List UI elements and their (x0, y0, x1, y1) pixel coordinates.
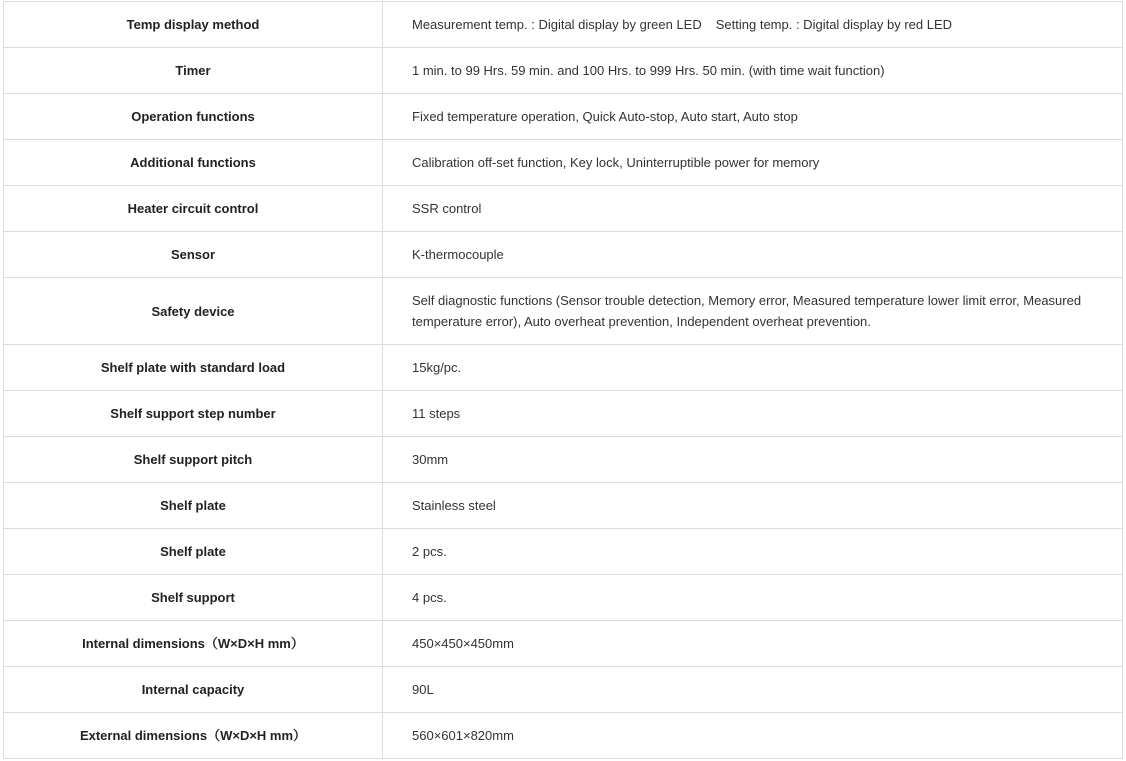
spec-label-additional-functions: Additional functions (4, 140, 383, 186)
table-row (4, 94, 1123, 140)
spec-label-internal-dimensions: Internal dimensions（W×D×H mm） (4, 621, 383, 667)
spec-value-setting-temp: Setting temp. : Digital display by red LED (715, 17, 953, 32)
table-row (4, 345, 1123, 391)
specification-table (3, 1, 1123, 759)
spec-label-shelf-plate-material: Shelf plate (4, 483, 383, 529)
spec-value-shelf-support-step-number: 11 steps (383, 391, 1123, 437)
table-row (4, 667, 1123, 713)
table-row (4, 713, 1123, 759)
spec-value-external-dimensions: 560×601×820mm (383, 713, 1123, 759)
spec-label-shelf-support-pitch: Shelf support pitch (4, 437, 383, 483)
spec-value-measurement-temp: Measurement temp. : Digital display by green LED (412, 17, 702, 32)
spec-value-safety-device: Self diagnostic functions (Sensor trouble detection, Memory error, Measured temperature lower limit error, Measured temperature error), Auto overheat prevention, Independent overheat prevention. (383, 278, 1123, 345)
spec-value-internal-capacity: 90L (383, 667, 1123, 713)
spec-value-heater-circuit-control: SSR control (383, 186, 1123, 232)
spec-value-shelf-support: 4 pcs. (383, 575, 1123, 621)
spec-label-shelf-plate-standard-load: Shelf plate with standard load (4, 345, 383, 391)
spec-value-internal-dimensions: 450×450×450mm (383, 621, 1123, 667)
spec-label-shelf-support-step-number: Shelf support step number (4, 391, 383, 437)
spec-value-operation-functions: Fixed temperature operation, Quick Auto-stop, Auto start, Auto stop (383, 94, 1123, 140)
table-row (4, 232, 1123, 278)
spec-value-temp-display-method (383, 2, 1123, 48)
spec-label-internal-capacity: Internal capacity (4, 667, 383, 713)
spec-label-safety-device: Safety device (4, 278, 383, 345)
table-row (4, 621, 1123, 667)
spec-value-shelf-plate-standard-load: 15kg/pc. (383, 345, 1123, 391)
spec-label-sensor: Sensor (4, 232, 383, 278)
table-row (4, 48, 1123, 94)
table-row (4, 140, 1123, 186)
table-row (4, 186, 1123, 232)
table-row (4, 391, 1123, 437)
spec-value-shelf-plate-material: Stainless steel (383, 483, 1123, 529)
spec-value-shelf-plate-quantity: 2 pcs. (383, 529, 1123, 575)
spec-value-timer: 1 min. to 99 Hrs. 59 min. and 100 Hrs. to 999 Hrs. 50 min. (with time wait function) (383, 48, 1123, 94)
spec-label-shelf-plate-quantity: Shelf plate (4, 529, 383, 575)
table-row (4, 437, 1123, 483)
spec-label-temp-display-method: Temp display method (4, 2, 383, 48)
spec-value-shelf-support-pitch: 30mm (383, 437, 1123, 483)
spec-label-shelf-support: Shelf support (4, 575, 383, 621)
table-row (4, 529, 1123, 575)
spec-value-additional-functions: Calibration off-set function, Key lock, Uninterruptible power for memory (383, 140, 1123, 186)
spec-label-external-dimensions: External dimensions（W×D×H mm） (4, 713, 383, 759)
table-row (4, 2, 1123, 48)
table-row (4, 483, 1123, 529)
spec-label-timer: Timer (4, 48, 383, 94)
spec-value-sensor: K-thermocouple (383, 232, 1123, 278)
spec-label-heater-circuit-control: Heater circuit control (4, 186, 383, 232)
table-row (4, 575, 1123, 621)
spec-label-operation-functions: Operation functions (4, 94, 383, 140)
table-row (4, 278, 1123, 345)
